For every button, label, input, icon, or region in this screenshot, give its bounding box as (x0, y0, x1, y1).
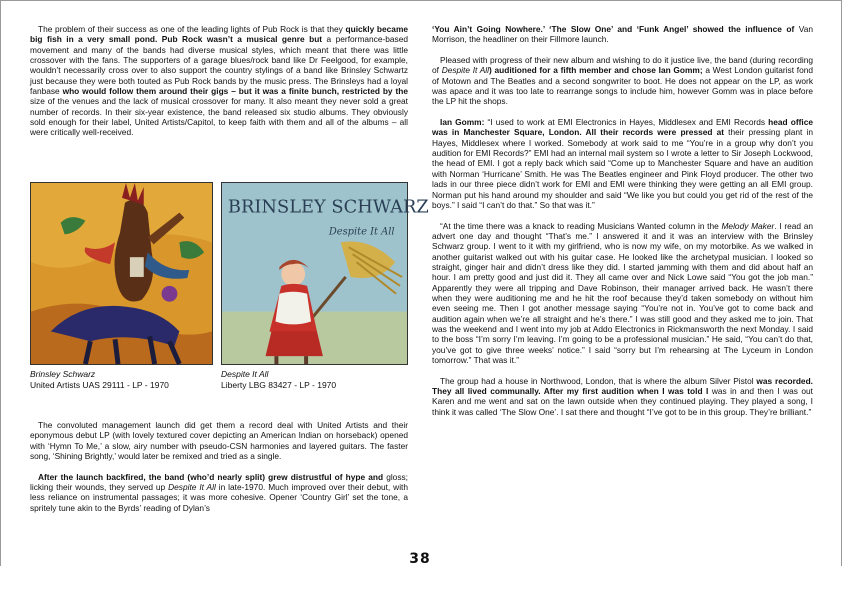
figure-brinsley-schwarz (30, 182, 213, 391)
text-run-bold: ‘You Ain’t Going Nowhere.’ ‘The Slow One’ and ‘Funk Angel’ showed the influence of (432, 24, 795, 34)
text-run: . I read an advert one day and thought “That’s me.” I answered it and it was an interview with the Brinsley Schwarz group. I went to it with my girlfriend, who is now my wife, on my motorbike. As we walked in another guitarist walked out with his guitar case. He looked like the archetypal musician. I looked so straight, ginger hair and didn’t dress like they did. I started jamming with them and did about half an hour. I am pretty good and just did it. They all came over and Nick Lowe said “You got the job man.” Apparently they were all tripping and Dave Robinson, their manager arrived back. He wasn’t there when they were auditioning me and he hit the roof because they’d taken somebody on without him even seeing me. Then I got another message saying “You’re not in. You’ve got to come back and audition again when we’re all straight and he’s there.” I was still good and they asked me to join. That was the weekend and I went into my job at Addo Electronics in Rickmansworth the next Monday. I said to the boss “I’m sorry I’m leaving. I’m going to be a professional musician.” He said, “You can’t do that, you’ve got to give three weeks’ notice.” I said “sorry but I’m rehearsing at The Lyceum in London tomorrow.” That was it.” (432, 220, 814, 365)
figure-caption-title: Brinsley Schwarz (30, 369, 96, 379)
figure-caption-title: Despite It All (221, 369, 269, 379)
paragraph-ian-gomm-quote-melody-maker (432, 221, 813, 366)
paragraph-continuation (432, 24, 813, 45)
paragraph-despite-it-all (30, 472, 408, 513)
figure-despite-it-all (221, 182, 429, 391)
paragraph-northwood-house (432, 376, 813, 417)
text-run: a performance-based movement and many of the bands had diverse musical styles, which meant that there was little crossover with the fans. The supporters of a garage blues/rock band like Dr Feelgood, for example, wouldn’t necessarily cross over to also support the country stylings of a band like Brinsley Schwartz just because they were both touted as Pub Rock bands by the music press. The Brinsleys had a loyal fanbase (30, 34, 408, 97)
text-run: Van Morrison, the headliner on their Fillmore launch. (432, 24, 813, 45)
text-run-bold: was recorded. They all lived communally. After my first audition when I was told I (432, 375, 813, 397)
page-number: 38 (409, 551, 431, 567)
figure-caption-detail: United Artists UAS 29111 - LP - 1970 (30, 380, 169, 390)
text-run: The problem of their success as one of the leading lights of Pub Rock is that they (38, 24, 346, 34)
text-run-bold: ) auditioned for a fifth member and chose Ian Gomm; (489, 65, 703, 76)
album-cover-despite-it-all (221, 182, 429, 365)
text-run: “I used to work at EMI Electronics in Hayes, Middlesex and EMI Records (484, 117, 769, 128)
left-column-lower (30, 420, 408, 523)
cover-album-name: Despite It All (328, 226, 395, 238)
text-run: a West London guitarist fond of Motown and The Beatles and a second songwriter to boot. He does not appear on the LP, as work was apace and it was too late to rearrange songs to include him, however Gomm was in place before the LP hit the shops. (432, 65, 813, 107)
right-column (432, 24, 813, 427)
text-run-bold: quickly became big fish in a very small pond. Pub Rock wasn’t a musical genre but (30, 24, 409, 45)
figure-caption-detail: Liberty LBG 83427 - LP - 1970 (221, 380, 337, 390)
paragraph-debut-lp: The convoluted management launch did get them a record deal with United Artists and their eponymous debut LP (with lovely textured cover depicting an American Indian on horseback) opened with ‘Hymn To Me,’ a slow, airy number with pseudo-CSN harmonies and layered guitars. The faster song, ‘Shining Brightly,’ would later be remixed and tried as a single. (30, 420, 408, 462)
text-run-italic: Despite It All (441, 65, 490, 76)
text-run: size of the venues and the lack of musical crossover for many. It also meant they never sold a great number of records. In their six-year existence, the band released six studio albums. They obviously sold enough for their label, United Artists/Capitol, to keep faith with them and all of the albums – all were critically well-received. (30, 96, 408, 138)
album-cover-brinsley-schwarz (30, 182, 213, 365)
left-column (30, 24, 408, 148)
paragraph-pub-rock (30, 24, 408, 138)
text-run: was in and then I was out Karen and me went and sat on the lawn outside when they continued playing. They played a song, I think it was called ‘The Slow One’. I sat there and thought “I’ve got to be in this group. They’re brilliant.” (432, 386, 813, 417)
cover-band-name: BRINSLEY SCHWARZ (227, 196, 429, 218)
text-run: Pleased with progress of their new album and wishing to do it justice live, the band (during recording of (432, 55, 813, 76)
album-figures (30, 182, 429, 396)
text-run-bold: who would follow them around their gigs – but it was a finite bunch, restricted by the (62, 86, 408, 97)
text-run-italic: Despite It All (168, 482, 216, 493)
text-run: in late-1970. Much improved over their debut, with less reliance on instrumental passages; it was more cohesive. Opener ‘Country Girl’ set the tone, a spritely tune akin to the Byrds’ reading of Dylan’s (30, 482, 409, 513)
text-run: The group had a house in Northwood, London, that is where the album Silver Pistol (440, 375, 757, 386)
text-run: gloss; licking their wounds, they served up (30, 471, 408, 493)
speaker-label: Ian Gomm: (440, 117, 485, 128)
text-run-bold: After the launch backfired, the band (who’d nearly split) grew distrustful of hype and (38, 471, 384, 482)
text-run-bold: head office was in Manchester Square, London. All their records were pressed at (432, 117, 814, 138)
text-run-italic: Melody Maker (721, 220, 775, 231)
paragraph-ian-gomm-quote-emi (432, 117, 813, 210)
text-run: “At the time there was a knack to reading Musicians Wanted column in the (440, 220, 722, 231)
paragraph-ian-gomm-audition (432, 55, 813, 107)
text-run: their pressing plant in Hayes, Middlesex where I worked. Somebody at work said to me “You’re in a group why don’t you audition for EMI Records?” EMI had an internal mail system so I wrote a letter to Sir Joseph Lockwood, the head of EMI. I got a reply back which said “Come up to Manchester Square and have an audition with Norman ‘Hurricane’ Smith. He was The Beatles engineer and Pink Floyd producer. The other two lads in our three piece didn’t work for EMI and EMI were thinking they were getting an all EMI group. Norman put his hand around my shoulder and said “We like you but could you get rid of the rest of the boys.” I said “I can’t do that.” So that was it.” (432, 127, 813, 210)
